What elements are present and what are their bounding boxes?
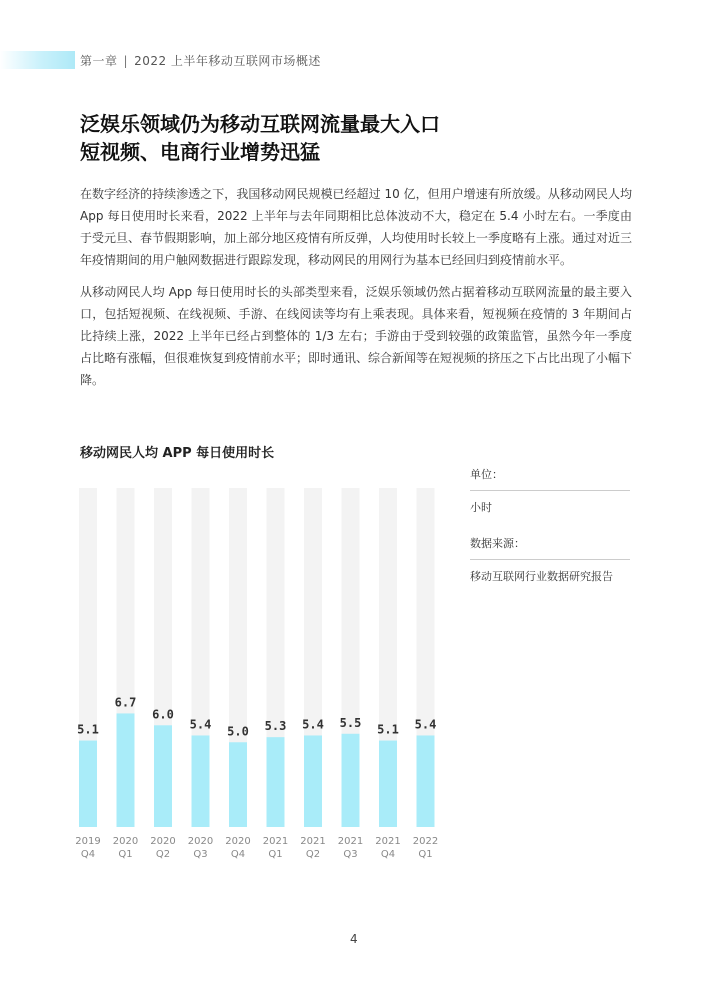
source-divider xyxy=(470,559,630,560)
data-label: 5.5 xyxy=(339,715,362,730)
source-block xyxy=(470,535,630,584)
title-line-1: 泛娱乐领域仍为移动互联网流量最大入口 xyxy=(80,112,440,136)
x-tick-label-year: 2020 xyxy=(112,836,139,847)
unit-divider xyxy=(470,490,630,491)
chapter-label: 第一章 xyxy=(80,54,118,68)
x-tick-label-year: 2020 xyxy=(150,836,176,847)
x-tick-label-year: 2021 xyxy=(375,836,401,847)
chart-title: 移动网民人均 APP 每日使用时长 xyxy=(80,446,275,461)
x-tick-label-quarter: Q2 xyxy=(155,849,171,860)
bar xyxy=(117,713,135,827)
x-tick-label-year: 2021 xyxy=(337,836,364,847)
unit-label: 单位： xyxy=(470,468,503,481)
unit-value: 小时 xyxy=(470,501,492,514)
body-paragraph-2: 从移动网民人均 App 每日使用时长的头部类型来看，泛娱乐领域仍然占据着移动互联网流量的最主要入口，包括短视频、在线视频、手游、在线阅读等均有上乘表现。具体来看，短视频在疫情的 3 年期间占比持续上涨，2022 上半年已经占到整体的 1/3 左右；手游由于受到较强的政策监管，虽然今年一季度占比略有涨幅，但很难恢复到疫情前水平；即时通讯、综合新闻等在短视频的挤压之下占比出现了小幅下降。 xyxy=(80,285,633,387)
data-label: 6.0 xyxy=(152,707,174,722)
x-tick-label-year: 2021 xyxy=(300,836,326,847)
x-tick-label-quarter: Q1 xyxy=(268,849,283,860)
section-label: 2022 上半年移动互联网市场概述 xyxy=(134,54,321,68)
data-label: 6.7 xyxy=(114,695,137,710)
x-tick-label-quarter: Q3 xyxy=(193,849,208,860)
x-tick-label-year: 2020 xyxy=(225,836,251,847)
x-tick-label-quarter: Q1 xyxy=(418,849,433,860)
x-tick-label-quarter: Q4 xyxy=(230,849,246,860)
x-tick-label-year: 2022 xyxy=(412,836,439,847)
unit-block xyxy=(470,466,630,515)
bar xyxy=(267,737,285,827)
x-tick-label-quarter: Q4 xyxy=(80,849,96,860)
x-tick-label-year: 2019 xyxy=(75,836,101,847)
bar xyxy=(192,735,210,827)
x-tick-label-quarter: Q1 xyxy=(118,849,133,860)
bar-chart xyxy=(70,480,450,870)
bar xyxy=(417,735,435,827)
running-header xyxy=(80,52,321,69)
source-value: 移动互联网行业数据研究报告 xyxy=(470,570,613,583)
header-separator: | xyxy=(123,54,129,68)
source-label: 数据来源： xyxy=(470,537,525,550)
bar xyxy=(154,725,172,827)
x-tick-label-quarter: Q4 xyxy=(380,849,396,860)
header-accent-bar xyxy=(0,51,75,69)
title-line-2: 短视频、电商行业增势迅猛 xyxy=(80,140,320,164)
bar xyxy=(229,742,247,827)
page-title xyxy=(80,110,440,166)
body-paragraph-1: 在数字经济的持续渗透之下，我国移动网民规模已经超过 10 亿，但用户增速有所放缓。从移动网民人均 App 每日使用时长来看，2022 上半年与去年同期相比总体波动不大，稳定在 5.4 小时左右。一季度由于受元旦、春节假期影响，加上部分地区疫情有所反弹，人均使用时长较上一季度略有上涨。通过对近三年疫情期间的用户触网数据进行跟踪发现，移动网民的用网行为基本已经回归到疫情前水平。 xyxy=(80,187,633,267)
x-tick-label-year: 2020 xyxy=(187,836,214,847)
x-tick-label-quarter: Q2 xyxy=(305,849,321,860)
x-tick-label-quarter: Q3 xyxy=(343,849,358,860)
bar xyxy=(342,734,360,827)
data-label: 5.4 xyxy=(189,717,212,732)
bar xyxy=(379,741,397,827)
data-label: 5.1 xyxy=(77,722,99,737)
data-label: 5.0 xyxy=(227,724,249,739)
data-label: 5.4 xyxy=(414,717,437,732)
bar xyxy=(79,741,97,827)
data-label: 5.4 xyxy=(302,717,324,732)
data-label: 5.3 xyxy=(264,719,287,734)
bar xyxy=(304,735,322,827)
page-number: 4 xyxy=(350,932,358,946)
data-label: 5.1 xyxy=(377,722,399,737)
x-tick-label-year: 2021 xyxy=(262,836,289,847)
